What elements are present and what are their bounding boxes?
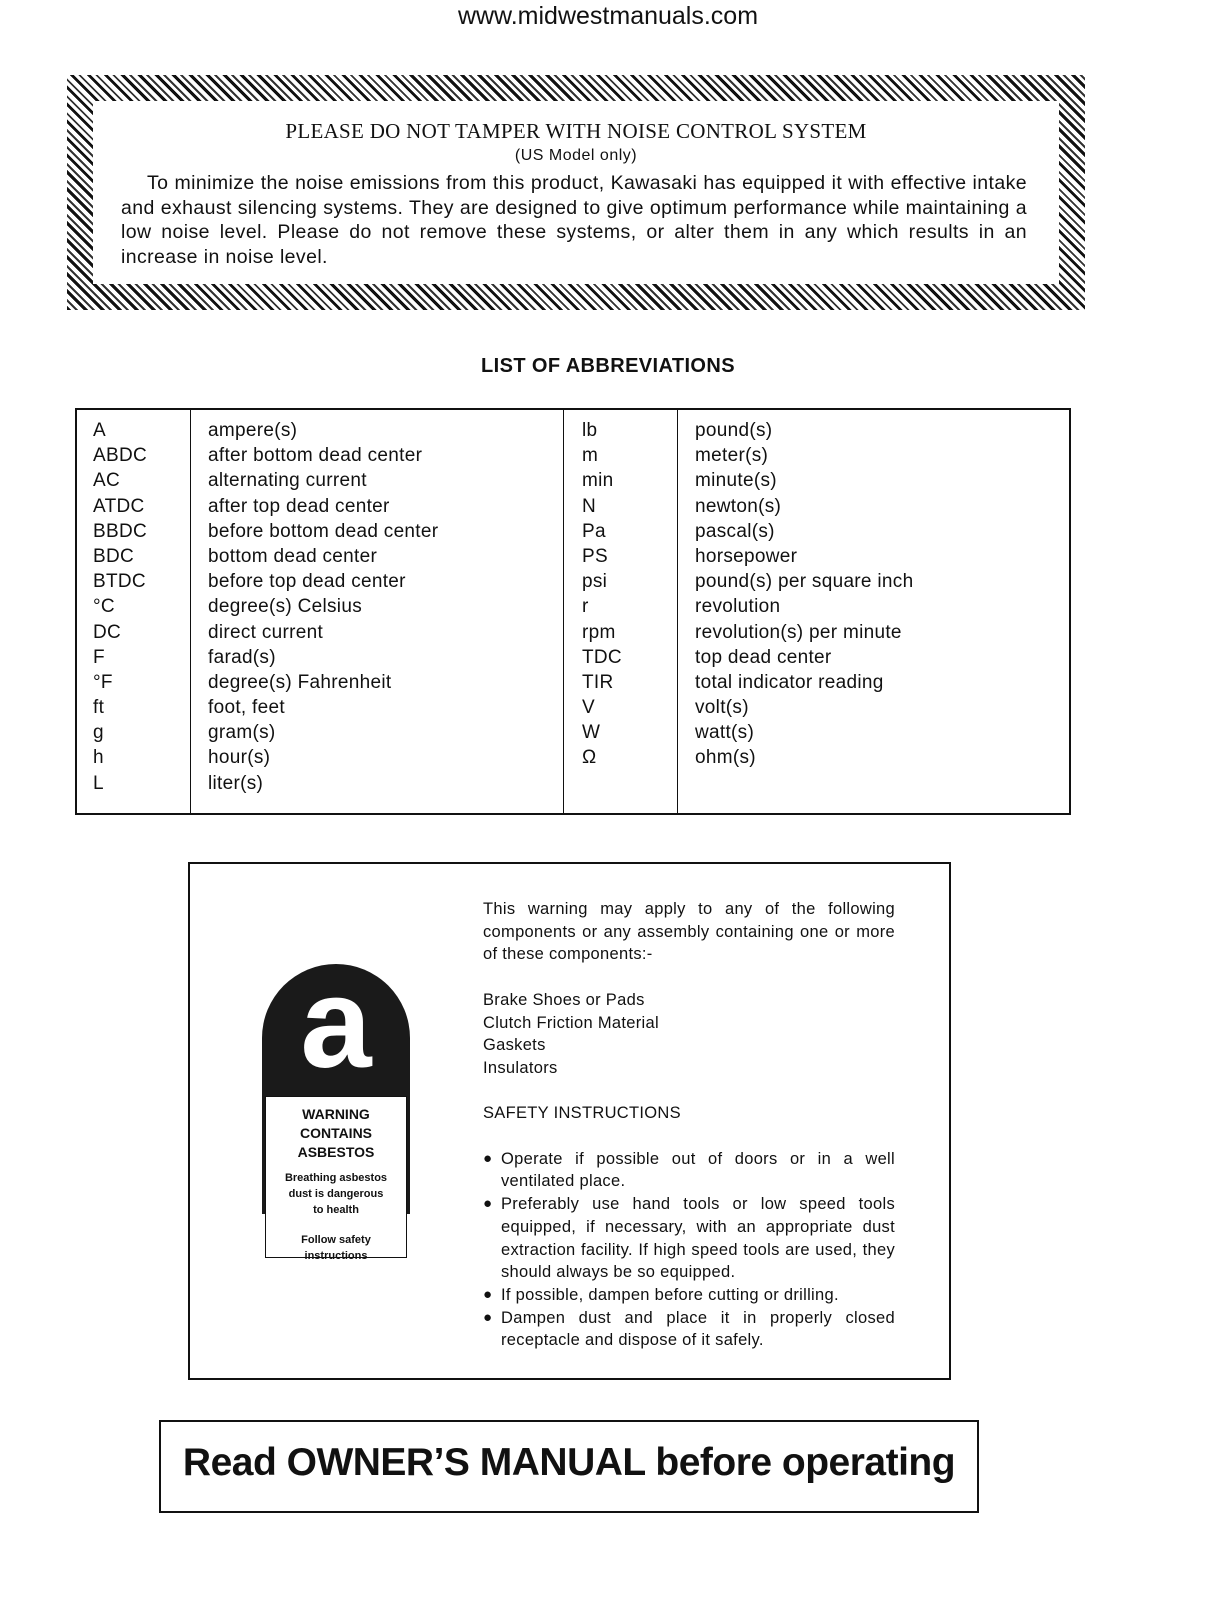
abbr-code: PS [582, 545, 608, 567]
abbr-code: min [582, 470, 614, 492]
abbr-code: N [582, 495, 597, 517]
noise-notice-title: PLEASE DO NOT TAMPER WITH NOISE CONTROL SYSTEM [285, 119, 867, 143]
abbr-meaning: gram(s) [208, 722, 276, 744]
abbr-code: TIR [582, 671, 614, 693]
abbr-meaning: horsepower [695, 545, 798, 567]
asbestos-health-note [266, 1170, 406, 1218]
label-line: ASBESTOS [297, 1144, 375, 1160]
abbr-code: °C [93, 596, 115, 618]
abbr-code: rpm [582, 621, 616, 643]
abbr-code: V [582, 697, 595, 719]
abbr-meaning: before top dead center [208, 571, 406, 593]
abbr-code: L [93, 772, 104, 794]
left-meaning-column [208, 418, 438, 796]
asbestos-warning-box [188, 862, 951, 1380]
abbr-code: BDC [93, 545, 135, 567]
noise-notice-subtitle: (US Model only) [514, 147, 638, 164]
noise-control-notice [67, 75, 1085, 310]
abbr-meaning: total indicator reading [695, 671, 884, 693]
abbr-meaning: volt(s) [695, 697, 749, 719]
abbr-meaning: pound(s) per square inch [695, 571, 914, 593]
safety-instruction: ● If possible, dampen before cutting or drilling. [483, 1284, 895, 1307]
abbr-code: Pa [582, 520, 606, 542]
column-divider [677, 410, 678, 813]
component-item: Brake Shoes or Pads [483, 990, 645, 1009]
asbestos-label-panel [265, 1096, 407, 1262]
asbestos-follow-note [266, 1232, 406, 1264]
abbreviations-table [75, 408, 1071, 815]
abbr-code: TDC [582, 646, 622, 668]
read-manual-text: Read OWNER’S MANUAL before operating [182, 1441, 956, 1484]
asbestos-letter: a [300, 952, 372, 1095]
asbestos-intro: This warning may apply to any of the following components or any assembly containing one or more of these components:- [483, 900, 895, 964]
abbr-code: F [93, 646, 105, 668]
label-line: WARNING [302, 1106, 370, 1122]
abbr-code: W [582, 722, 601, 744]
abbr-meaning: direct current [208, 621, 324, 643]
abbr-meaning: top dead center [695, 646, 832, 668]
component-item: Clutch Friction Material [483, 1013, 659, 1032]
abbr-meaning: alternating current [208, 470, 367, 492]
label-line: CONTAINS [299, 1125, 373, 1141]
abbr-meaning: pascal(s) [695, 520, 775, 542]
abbr-meaning: pound(s) [695, 420, 773, 441]
safety-instruction: ● Operate if possible out of doors or in a well ventilated place. [483, 1148, 895, 1193]
noise-notice-body [121, 171, 1027, 269]
abbr-code: Ω [582, 747, 597, 769]
safety-instructions-heading: SAFETY INSTRUCTIONS [483, 1104, 681, 1123]
component-item: Gaskets [483, 1036, 546, 1055]
abbr-code: m [582, 445, 599, 467]
abbreviations-heading: LIST OF ABBREVIATIONS [481, 355, 735, 377]
abbr-meaning: meter(s) [695, 445, 769, 467]
abbr-code: BTDC [93, 571, 146, 593]
asbestos-text [483, 898, 895, 1352]
left-abbr-column [93, 418, 147, 796]
site-url: www.midwestmanuals.com [457, 2, 759, 30]
abbr-meaning: after bottom dead center [208, 445, 423, 467]
abbr-code: A [93, 420, 106, 441]
abbr-code: DC [93, 621, 122, 643]
abbr-code: h [93, 747, 104, 769]
label-line: Follow safety [301, 1234, 371, 1246]
abbr-code: AC [93, 470, 120, 492]
abbr-meaning: bottom dead center [208, 545, 378, 567]
abbr-meaning: revolution(s) per minute [695, 621, 902, 643]
abbr-code: g [93, 722, 104, 744]
abbr-meaning: ohm(s) [695, 747, 756, 769]
right-abbr-column [582, 418, 622, 771]
abbr-meaning: minute(s) [695, 470, 777, 492]
abbr-meaning: watt(s) [695, 722, 755, 744]
abbr-meaning: liter(s) [208, 772, 264, 794]
abbr-meaning: newton(s) [695, 495, 782, 517]
label-line: to health [313, 1204, 359, 1216]
asbestos-warning-title [266, 1105, 406, 1162]
column-divider [563, 410, 564, 813]
read-manual-notice [159, 1420, 979, 1513]
abbr-code: BBDC [93, 520, 147, 542]
abbr-meaning: revolution [695, 596, 781, 618]
right-meaning-column [695, 418, 913, 771]
noise-notice-paragraph: To minimize the noise emissions from this product, Kawasaki has equipped it with effective intake and exhaust silencing systems. They are designed to give optimum performance while maintaining a low noise level. Please do not remove these systems, or alter them in any which results in an increase in noise level. [121, 172, 1027, 268]
abbr-meaning: hour(s) [208, 747, 271, 769]
abbr-meaning: foot, feet [208, 697, 285, 719]
abbr-code: °F [93, 671, 113, 693]
column-divider [190, 410, 191, 813]
abbr-code: ft [93, 697, 105, 719]
abbr-code: ATDC [93, 495, 145, 517]
abbr-meaning: after top dead center [208, 495, 390, 517]
abbr-meaning: before bottom dead center [208, 520, 439, 542]
abbr-code: lb [582, 420, 598, 441]
label-line: Breathing asbestos [284, 1172, 388, 1184]
component-item: Insulators [483, 1058, 558, 1077]
abbr-code: r [582, 596, 589, 618]
safety-instruction: ● Dampen dust and place it in properly closed receptacle and dispose of it safely. [483, 1307, 895, 1352]
abbr-meaning: ampere(s) [208, 420, 298, 441]
abbr-meaning: farad(s) [208, 646, 276, 668]
label-line: dust is dangerous [288, 1188, 384, 1200]
label-line: instructions [304, 1250, 368, 1262]
abbr-meaning: degree(s) Celsius [208, 596, 362, 618]
abbr-meaning: degree(s) Fahrenheit [208, 671, 392, 693]
safety-instruction: ● Preferably use hand tools or low speed tools equipped, if necessary, with an appropriate dust extraction facility. If high speed tools are used, they should always be so equipped. [483, 1193, 895, 1284]
asbestos-warning-label [262, 952, 410, 1262]
abbr-code: psi [582, 571, 608, 593]
abbr-code: ABDC [93, 445, 147, 467]
